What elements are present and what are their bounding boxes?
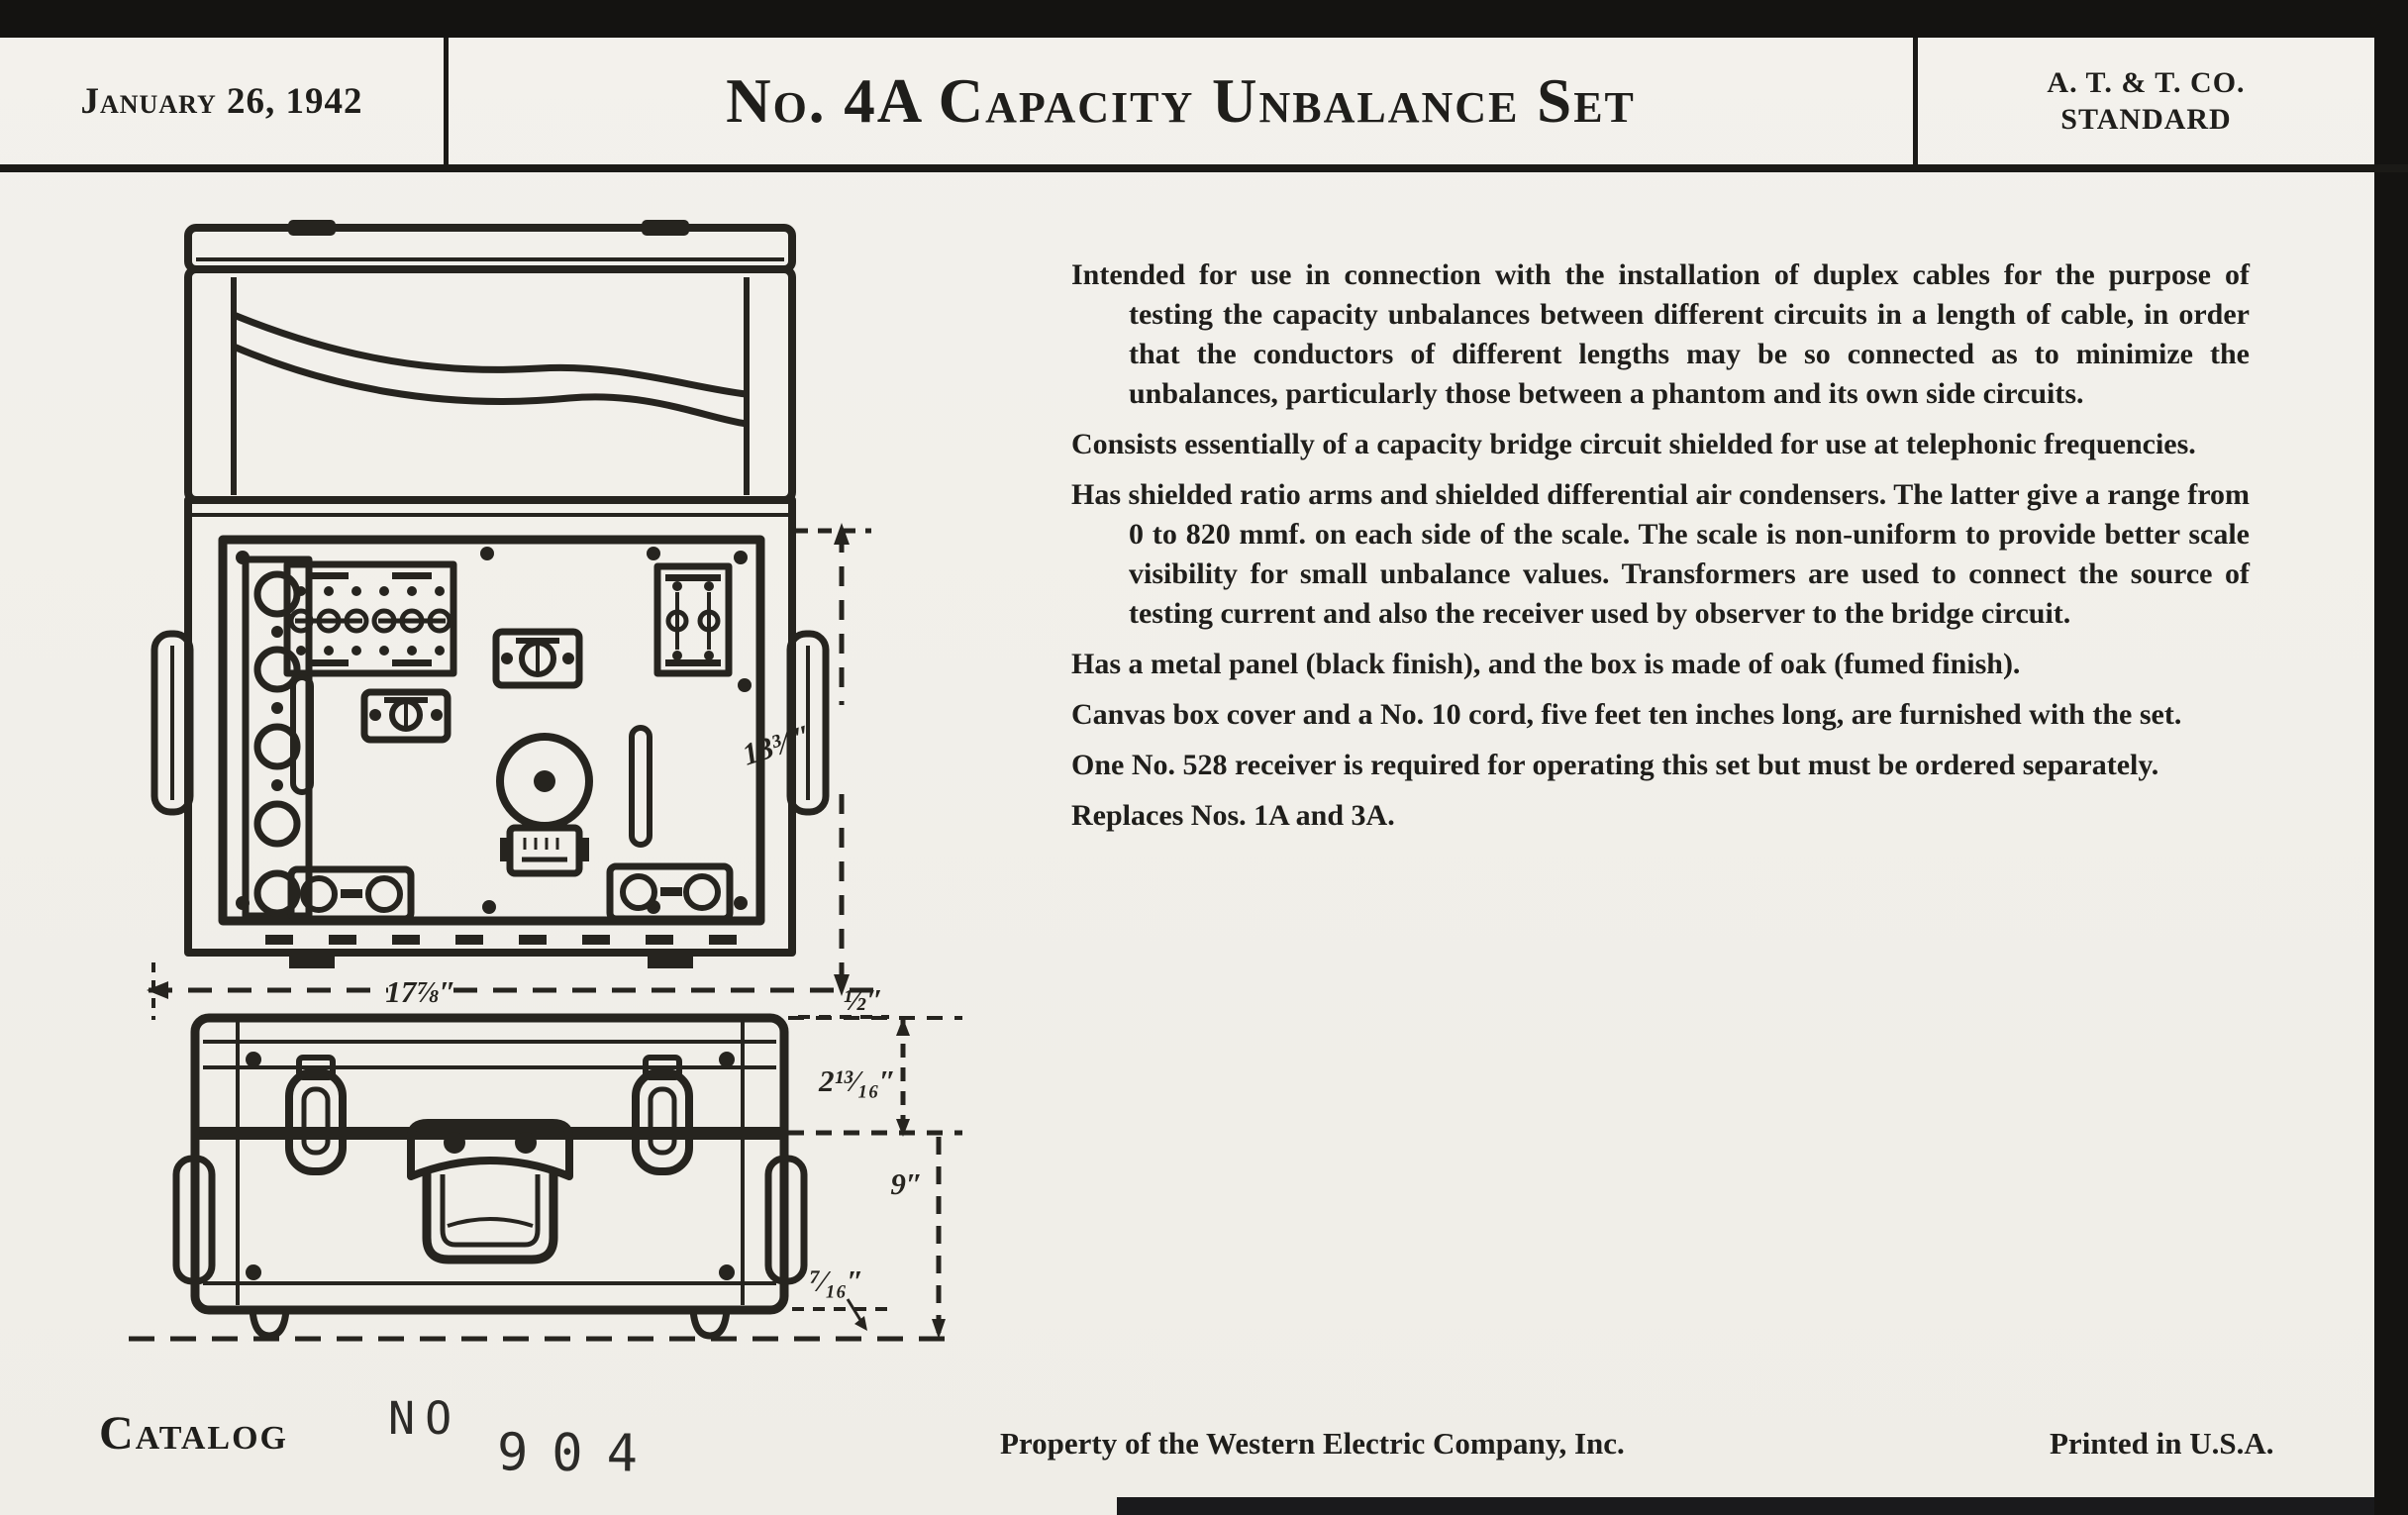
- scan-edge-right: [2374, 0, 2408, 1515]
- description-paragraph: Replaces Nos. 1A and 3A.: [1071, 799, 1395, 832]
- canvas-cover-edge: [234, 315, 747, 394]
- printed-notice: Printed in U.S.A.: [2050, 1426, 2274, 1461]
- panel-drawing: [154, 500, 826, 968]
- canvas-cover-edge: [234, 347, 747, 424]
- description-paragraph: Consists essentially of a capacity bridge circuit shielded for use at telephonic frequencies.: [1071, 428, 2196, 460]
- catalog-no-label: NO: [388, 1392, 462, 1445]
- scan-edge-top: [0, 0, 2408, 38]
- dim-foot-label: ⁷⁄₁₆″: [809, 1263, 864, 1298]
- latch-icon: [636, 1058, 689, 1171]
- page-title: No. 4A Capacity Unbalance Set: [726, 65, 1636, 136]
- dim-case-lid-label: 2¹³⁄₁₆″: [819, 1063, 896, 1098]
- scan-edge-bottom: [1117, 1497, 2374, 1515]
- equipment-line-drawing: [0, 178, 990, 1416]
- description-paragraph: Canvas box cover and a No. 10 cord, five feet ten inches long, are furnished with the set.: [1071, 698, 2182, 731]
- case-seam: [195, 1127, 784, 1140]
- handle-icon: [411, 1123, 569, 1260]
- header-org-block: [1918, 38, 2374, 164]
- org-name: A. T. & T. CO.: [2047, 66, 2246, 99]
- dim-width-label: 17⅞″: [385, 974, 456, 1009]
- catalog-label: Catalog: [99, 1407, 288, 1460]
- connector-block: [500, 828, 589, 873]
- property-notice: Property of the Western Electric Company, Inc.: [1000, 1426, 1625, 1461]
- dim-panel-height-label: 13⅜″: [738, 717, 817, 772]
- jack-plate-bottom-right: [610, 866, 730, 919]
- knob-plate-left: [364, 692, 448, 740]
- header-date: January 26, 1942: [80, 80, 363, 122]
- dial: [500, 737, 589, 826]
- lid-drawing: [188, 220, 792, 500]
- panel-slot: [632, 728, 650, 845]
- description-paragraph: Intended for use in connection with the installation of duplex cables for the purpose of testing the capacity unbalances between different circuits in a length of cable, in order that the conductors of different lengths may be so connected as to minimize the unbalances, particularly those between a phantom and its own side circuits.: [1071, 258, 2250, 410]
- description-paragraph: Has shielded ratio arms and shielded differential air condensers. The latter give a range from 0 to 820 mmf. on each side of the scale. The scale is non-uniform to provide better scale visibility for small unbalance values. Transformers are used to connect the source of testing current and also the receiver used by observer to the bridge circuit.: [1071, 478, 2250, 630]
- knob-plate-center: [496, 632, 579, 685]
- dim-gap-label: ½″: [843, 982, 884, 1017]
- header: [0, 38, 2408, 172]
- terminal-block-right: [657, 566, 729, 673]
- panel-slot: [293, 677, 311, 792]
- catalog-number-stamp: 904: [496, 1423, 662, 1484]
- description-column: [1071, 255, 2250, 847]
- description-paragraph: One No. 528 receiver is required for operating this set but must be ordered separately.: [1071, 749, 2159, 781]
- latch-icon: [289, 1058, 343, 1171]
- carrying-case-drawing: [176, 1018, 804, 1336]
- dim-case-height-label: 9″: [890, 1166, 923, 1201]
- description-paragraph: Has a metal panel (black finish), and the box is made of oak (fumed finish).: [1071, 648, 2021, 680]
- org-standard: STANDARD: [2060, 103, 2232, 136]
